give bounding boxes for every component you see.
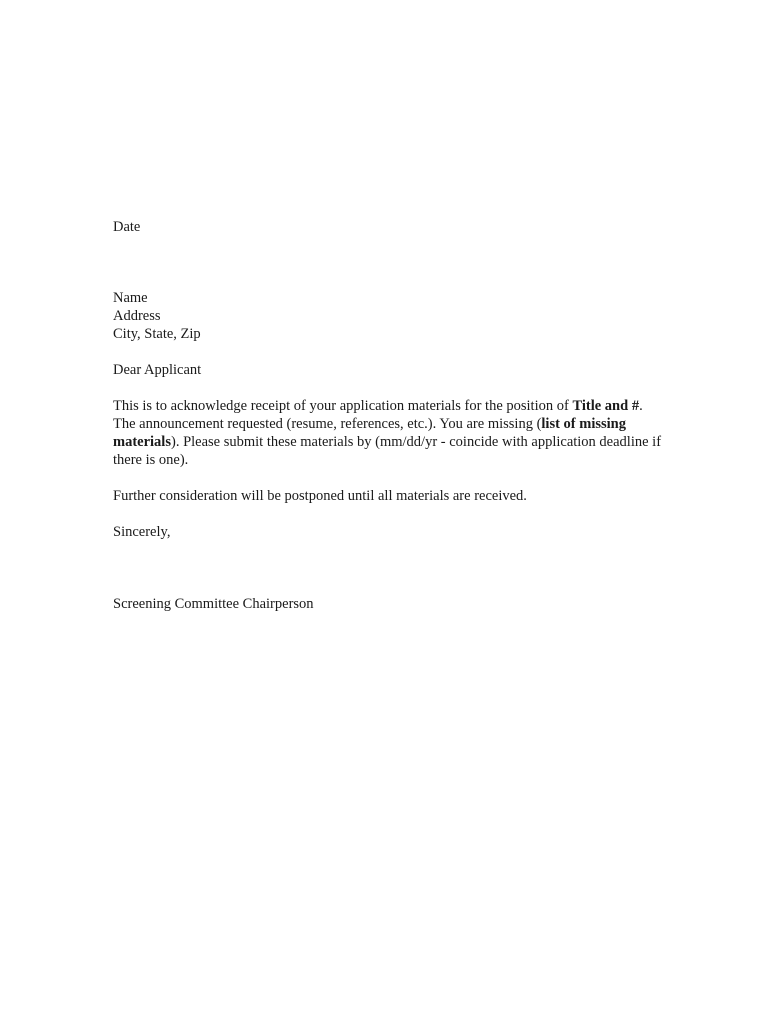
recipient-city-state-zip: City, State, Zip	[113, 326, 201, 342]
recipient-block	[113, 289, 663, 343]
paragraph-acknowledgement	[113, 397, 663, 469]
letter-date: Date	[113, 219, 141, 235]
paragraph-1-text-3: ). Please submit these materials by (mm/dd/yr - coincide with application deadline if there is one).	[113, 434, 662, 468]
salutation: Dear Applicant	[113, 362, 202, 378]
recipient-address: Address	[113, 308, 161, 324]
position-title-placeholder: Title and #	[572, 398, 640, 414]
closing: Sincerely,	[113, 524, 171, 540]
recipient-name: Name	[113, 290, 148, 306]
letter-body	[113, 218, 663, 613]
signature: Screening Committee Chairperson	[113, 596, 314, 612]
paragraph-consideration: Further consideration will be postponed until all materials are received.	[113, 488, 527, 504]
paragraph-1-text-1: This is to acknowledge receipt of your application materials for the position of	[113, 398, 573, 414]
paragraph-1-text-2: . The announcement requested (resume, references, etc.). You are missing (	[113, 398, 643, 432]
missing-materials-placeholder: list of missing materials	[113, 416, 626, 450]
